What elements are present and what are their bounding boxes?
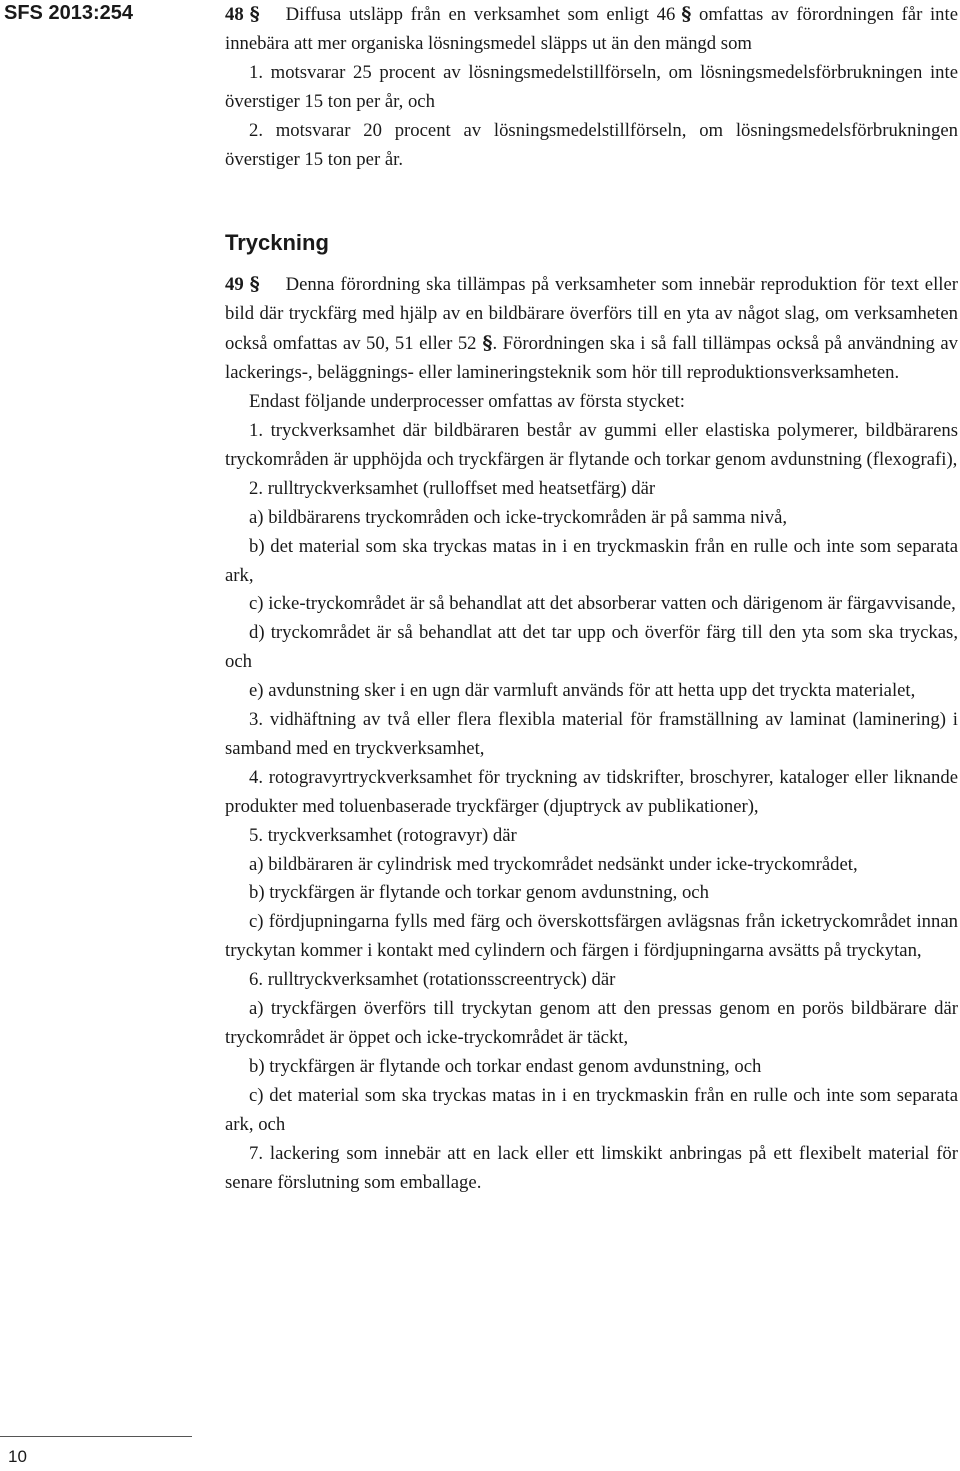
list-item: b) tryckfärgen är flytande och torkar genom avdunstning, och	[249, 882, 709, 904]
list-item: e) avdunstning sker i en ugn där varmluft används för att hetta upp det tryckta materialet,	[249, 680, 916, 702]
paragraph-lead-rest: omfattas av förordningen får inte innebära att mer organiska lösningsmedel släpps ut än den mängd som	[225, 4, 959, 54]
list-item: a) bildbäraren är cylindrisk med tryckområdet nedsänkt under icke-tryckområdet,	[249, 853, 858, 875]
list-item: a) bildbärarens tryckområden och icke-tryckområden är på samma nivå,	[249, 506, 788, 528]
paragraph-number: 49	[225, 274, 244, 296]
paragraph-number: 48	[225, 4, 244, 25]
list-item: b) tryckfärgen är flytande och torkar endast genom avdunstning, och	[249, 1055, 762, 1077]
sfs-number: SFS 2013:254	[4, 2, 133, 24]
list-item: 3. vidhäftning av två eller flera flexibla material för framställning av laminat (laminering) i samband med en tryckverksamhet,	[225, 709, 958, 759]
list-item: c) det material som ska tryckas matas in i en tryckmaskin från en rulle och inte som separata ark, och	[225, 1084, 958, 1135]
document-body	[225, 0, 958, 1197]
list-item: 5. tryckverksamhet (rotogravyr) där	[249, 824, 517, 846]
list-item: d) tryckområdet är så behandlat att det tar upp och överför färg till den yta som ska tryckas, och	[225, 622, 958, 673]
paragraph-lead-end: .	[492, 333, 498, 355]
list-item: c) icke-tryckområdet är så behandlat att det absorberar vatten och därigenom är färgavvisande,	[249, 593, 956, 615]
paragraph-49	[225, 270, 958, 388]
footer-rule	[0, 1436, 192, 1437]
list-item: 7. lackering som innebär att en lack eller ett limskikt anbringas på ett flexibelt material för senare förslutning som emballage.	[225, 1142, 958, 1193]
list-item: c) fördjupningarna fylls med färg och överskottsfärgen avlägsnas från icketryckområdet innan tryckytan kommer i kontakt med cylindern och färgen i fördjupningarna avsätts på tryckytan,	[225, 911, 958, 962]
paragraph-intro: Endast följande underprocesser omfattas av första stycket:	[249, 391, 685, 413]
list-item: b) det material som ska tryckas matas in i en tryckmaskin från en rulle och inte som separata ark,	[225, 535, 958, 586]
list-item: 1. motsvarar 25 procent av lösningsmedelstillförseln, om lösningsmedelsförbrukningen inte överstiger 15 ton per år, och	[225, 61, 958, 112]
list-item: 6. rulltryckverksamhet (rotationsscreentryck) där	[249, 969, 616, 991]
paragraph-48	[225, 0, 958, 59]
section-sign-icon: §	[249, 273, 260, 296]
list-item: 1. tryckverksamhet där bildbäraren består av gummi eller elastiska polymerer, bildbärarens tryckområden är upphöjda och tryckfärgen är flytande och torkar genom avdunstning (flexografi),	[225, 419, 958, 470]
section-heading: Tryckning	[225, 230, 329, 256]
section-sign-icon: §	[681, 3, 692, 25]
section-sign-icon: §	[482, 332, 493, 355]
list-item: a) tryckfärgen överförs till tryckytan genom att den pressas genom en porös bildbärare där tryckområdet är öppet och icke-tryckområdet är täckt,	[225, 998, 958, 1048]
section-sign-icon: §	[249, 3, 260, 25]
paragraph-second: Förordningen ska i så fall tillämpas också på användning av lackerings-, beläggnings- eller lamineringsteknik som hör till reproduktionsverksamheten.	[225, 333, 959, 384]
page-number: 10	[8, 1447, 27, 1466]
list-item: 4. rotogravyrtryckverksamhet för tryckning av tidskrifter, broschyrer, kataloger eller liknande produkter med toluenbaserade tryckfärger (djuptryck av publikationer),	[225, 766, 958, 817]
paragraph-lead: Denna förordning ska tillämpas på verksamheter som innebär reproduktion för text eller bild där tryckfärg med hjälp av en bildbärare överförs till en yta av något slag, om verksamheten också omfattas av 50, 51 eller 52	[225, 274, 958, 355]
list-item: 2. motsvarar 20 procent av lösningsmedelstillförseln, om lösningsmedelsförbrukningen överstiger 15 ton per år.	[225, 119, 958, 170]
list-item: 2. rulltryckverksamhet (rulloffset med heatsetfärg) där	[249, 477, 656, 499]
paragraph-lead: Diffusa utsläpp från en verksamhet som enligt 46	[285, 4, 676, 25]
